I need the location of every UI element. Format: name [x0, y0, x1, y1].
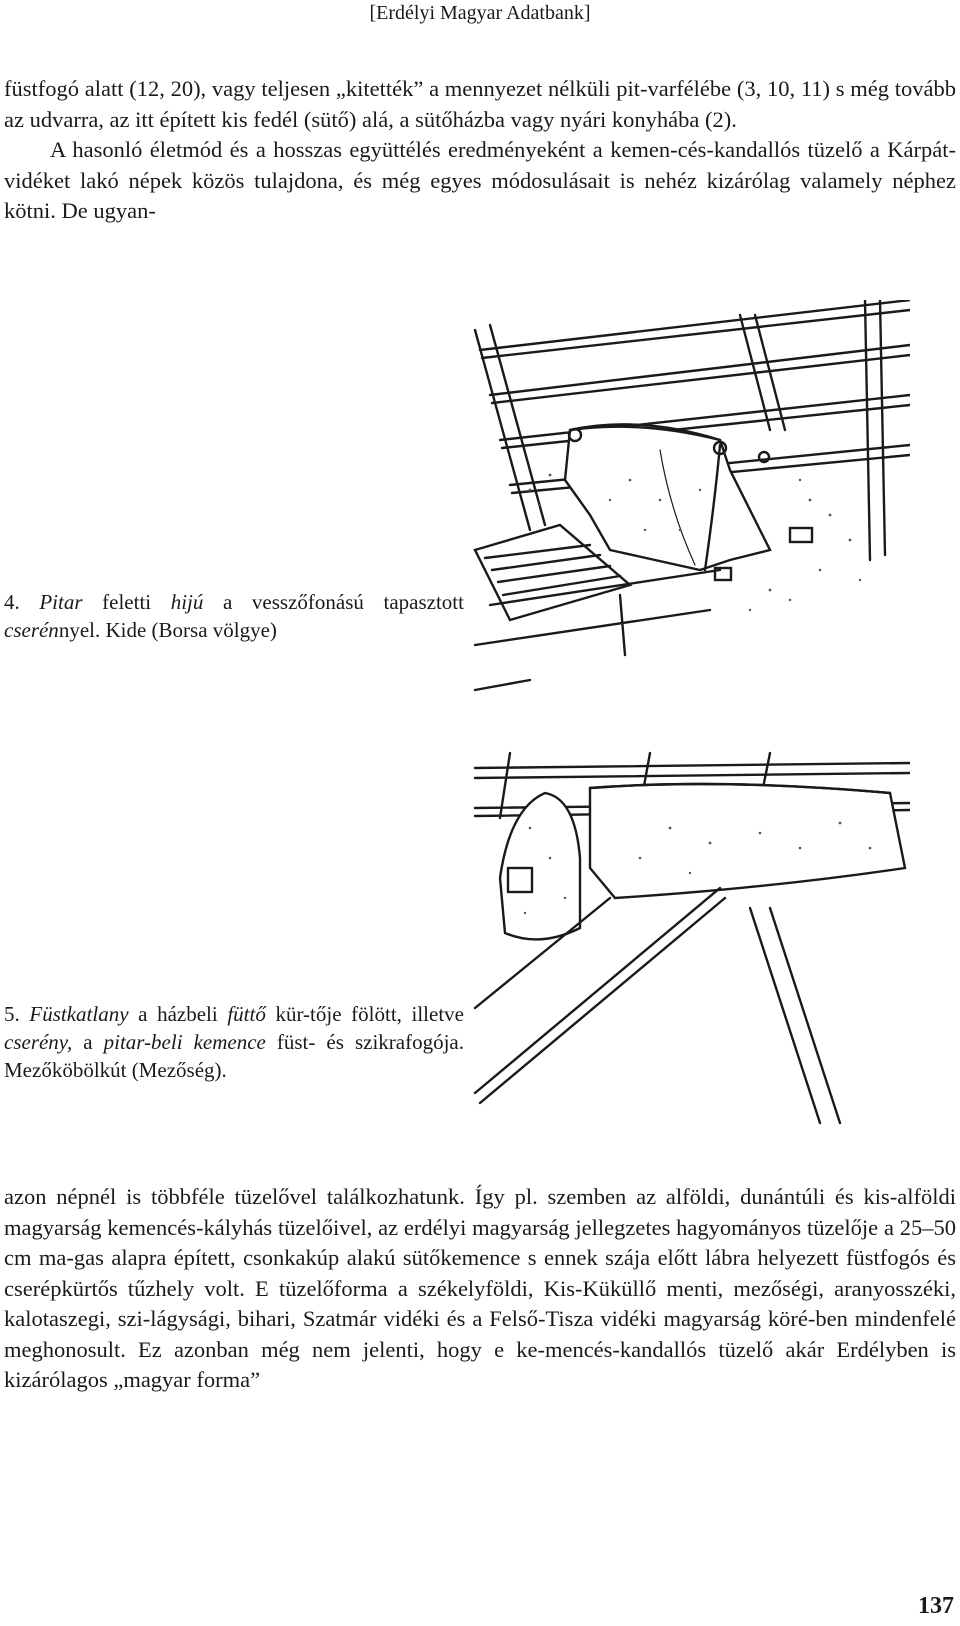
- caption-4-text: nyel. Kide (Borsa völgye): [58, 618, 277, 642]
- caption-5-text: kür-tője fölött, illetve: [265, 1002, 464, 1026]
- figure-5-caption: [4, 1000, 464, 1084]
- figure-5-illustration: [470, 748, 910, 1128]
- caption-4-text: feletti: [82, 590, 171, 614]
- caption-5-term: Füstkatlany: [29, 1002, 129, 1026]
- figure-4-caption: [4, 588, 464, 644]
- caption-4-text: a vesszőfonású tapasztott: [203, 590, 464, 614]
- caption-5-num: 5.: [4, 1002, 30, 1026]
- figure-4-illustration: [470, 300, 910, 700]
- paragraph-bottom: azon népnél is többféle tüzelővel találkozhatunk. Így pl. szemben az alföldi, dunántúli és kis-alföldi magyarság kemencés-kályhás tüzelőivel, az erdélyi magyarság jellegzetes hagyományos tüzelője a 25–50 cm ma-gas alapra épített, csonkakúp alakú sütőkemence s ennek szája előtt lábra helyezett füstfogós és cserépkürtős tűzhely volt. E tüzelőforma a székelyföldi, Kis-Küküllő menti, mezőségi, aranyosszéki, kalotaszegi, szi-lágysági, bihari, Szatmár vidéki és a Felső-Tisza vidéki magyarság köré-ben mindenfelé meghonosult. Ez azonban még nem jelenti, hogy e ke-mencés-kandallós tüzelő akár Erdélyben is kizárólagos „magyar forma”: [4, 1184, 956, 1392]
- page-number: 137: [918, 1593, 954, 1619]
- caption-5-text: a: [72, 1030, 104, 1054]
- caption-5-text: a házbeli: [128, 1002, 228, 1026]
- paragraph-top-line-2: A hasonló életmód és a hosszas együttélés eredményeként a kemen-cés-kandallós tüzelő a Kárpát-vidéket lakó népek közös tulajdona, és még egyes módosulásait is nehéz kizárólag valamely néphez kötni. De ugyan-: [4, 137, 956, 223]
- caption-4-num: 4.: [4, 590, 40, 614]
- caption-5-text: füst- és szikrafogója. Mezőköbölkút (Mezőség).: [4, 1030, 464, 1082]
- caption-4-term: cserén: [4, 618, 59, 642]
- caption-5-term: cserény,: [4, 1030, 73, 1054]
- caption-5-term: füttő: [227, 1002, 266, 1026]
- page-header: [Erdélyi Magyar Adatbank]: [369, 2, 591, 24]
- paragraph-top-line-1: füstfogó alatt (12, 20), vagy teljesen „kitették” a mennyezet nélküli pit-varfélébe (3, 10, 11) s még tovább az udvarra, az itt épített kis fedél (sütő) alá, a sütőházba vagy nyári konyhába (2).: [4, 76, 956, 132]
- rafter: [880, 300, 885, 555]
- caption-5-term: pitar-beli kemence: [103, 1030, 266, 1054]
- caption-4-term: Pitar: [39, 590, 83, 614]
- rafter: [475, 330, 530, 530]
- hood: [565, 427, 770, 570]
- rafter: [865, 300, 870, 560]
- canopy: [590, 784, 905, 898]
- caption-4-term: hijú: [170, 590, 204, 614]
- paragraph-top: [4, 74, 956, 227]
